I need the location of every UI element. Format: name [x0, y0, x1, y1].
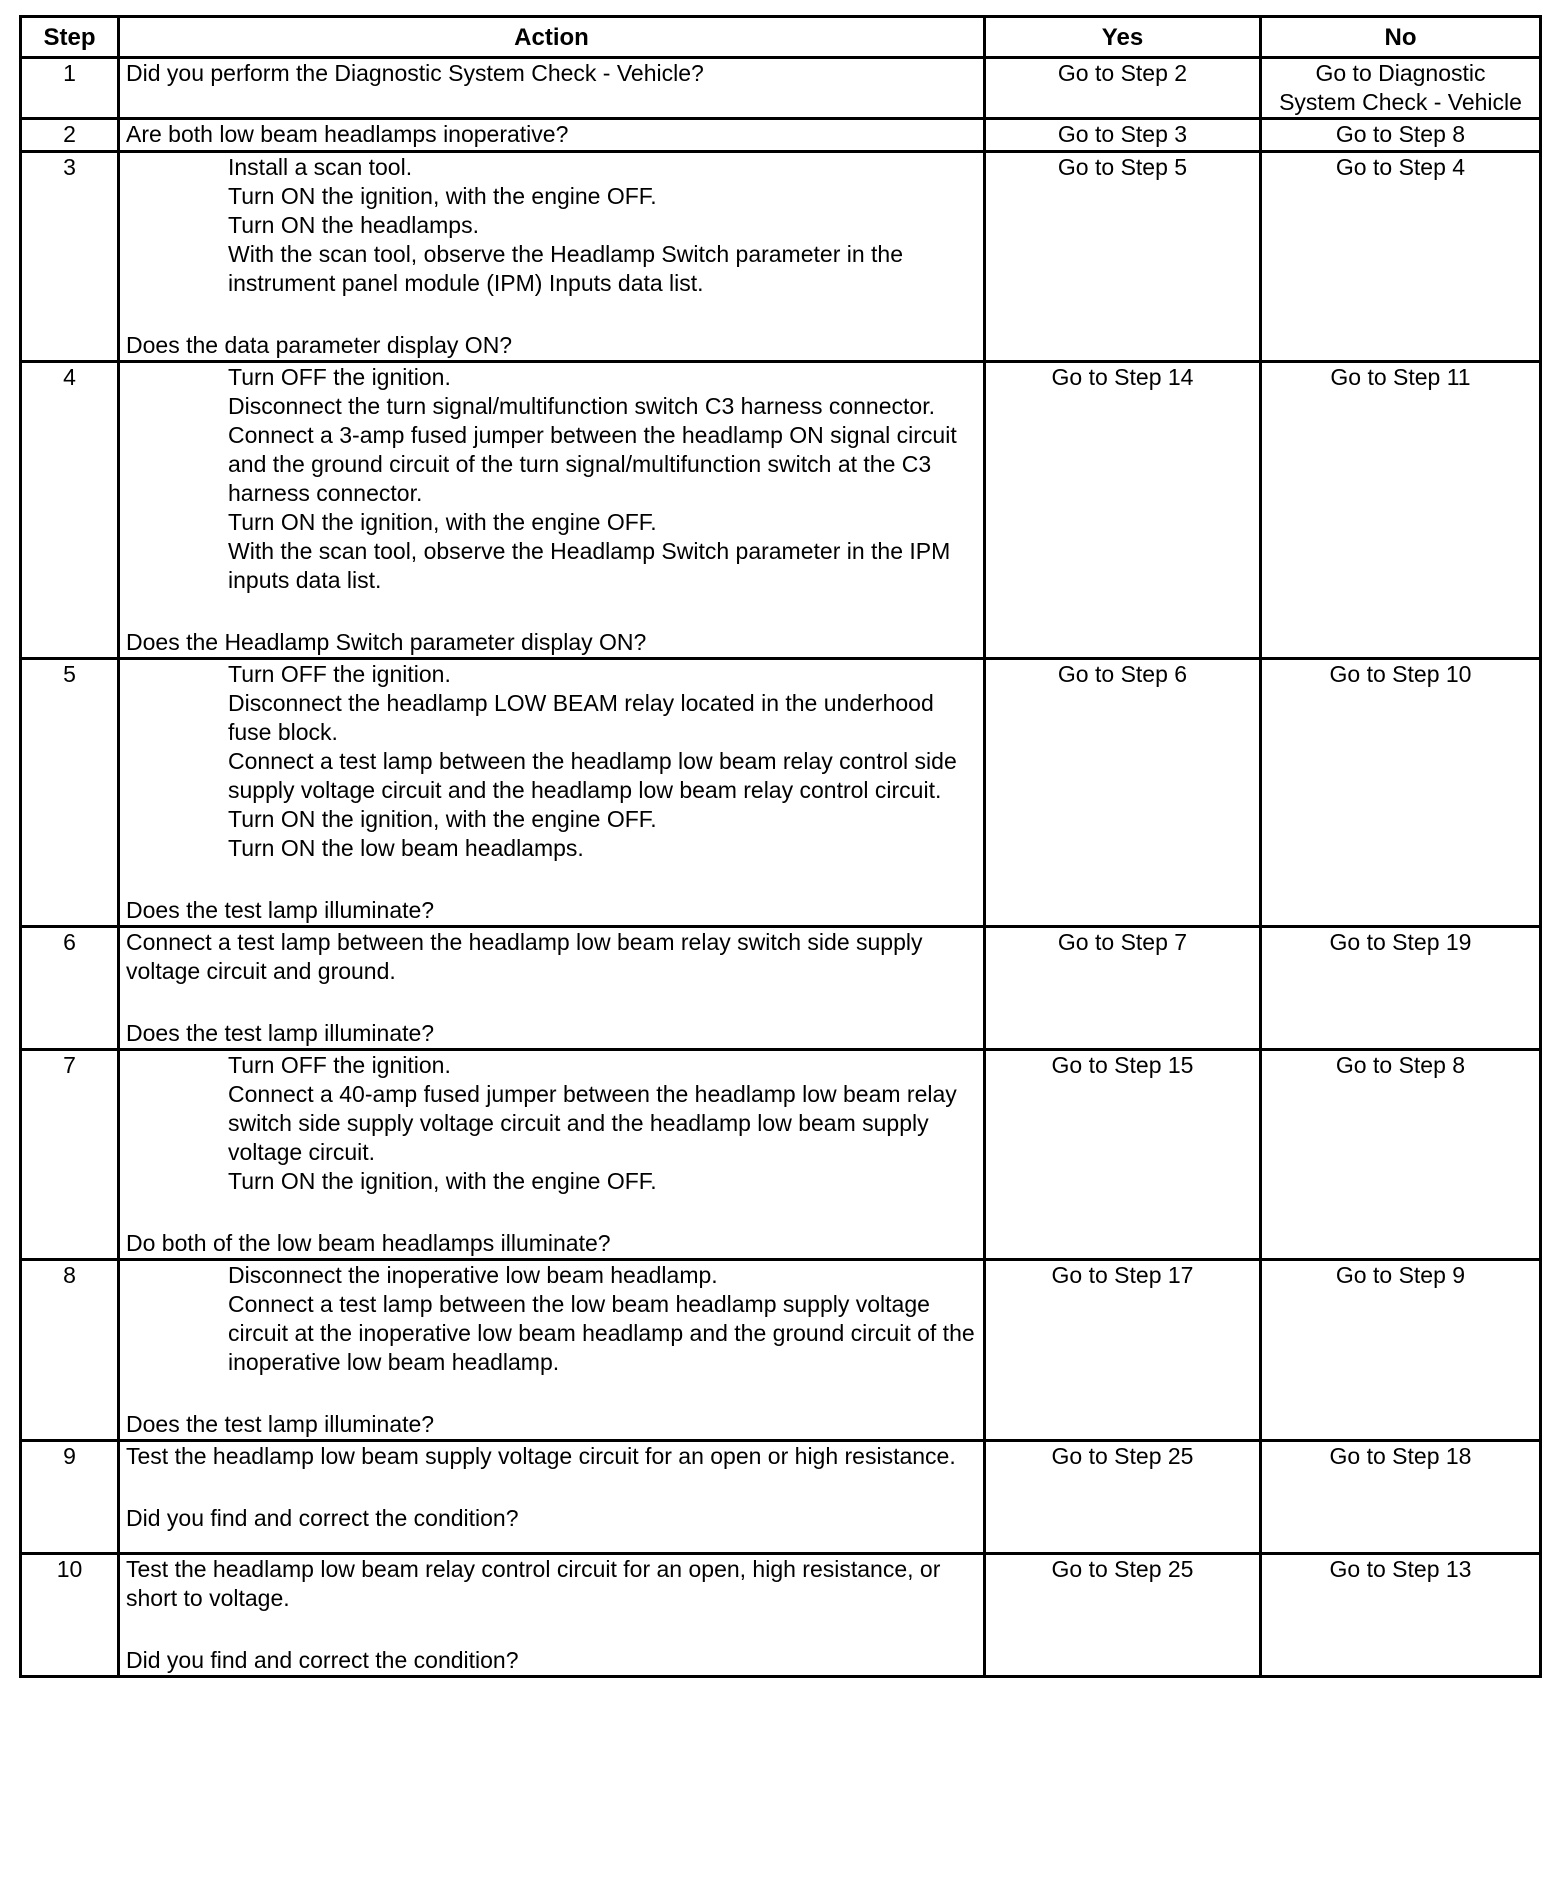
instruction-item: Connect a 3-amp fused jumper between the headlamp ON signal circuit and the ground circuit of the turn signal/multifunction switch at the C3 harness connector.: [228, 422, 957, 506]
step-number: 7: [21, 1050, 119, 1260]
instruction-list: [126, 363, 977, 595]
action-question: Are both low beam headlamps inoperative?: [126, 121, 569, 147]
no-result-text: Go to Step 11: [1330, 364, 1471, 390]
header-yes: Yes: [985, 17, 1261, 58]
no-result-text: Go to Step 10: [1329, 661, 1472, 687]
no-result: [1261, 927, 1541, 1050]
action-question: Did you perform the Diagnostic System Check - Vehicle?: [126, 60, 704, 86]
instruction-item: With the scan tool, observe the Headlamp Switch parameter in the IPM inputs data list.: [228, 538, 951, 593]
no-result: [1261, 1260, 1541, 1441]
instruction-item: Disconnect the headlamp LOW BEAM relay located in the underhood fuse block.: [228, 690, 934, 745]
action-cell: [119, 152, 985, 362]
action-cell: [119, 659, 985, 927]
action-question: Does the Headlamp Switch parameter display ON?: [126, 629, 647, 655]
table-row: [21, 659, 1541, 927]
step-number: 10: [21, 1554, 119, 1677]
header-no: No: [1261, 17, 1541, 58]
action-question: Does the test lamp illuminate?: [126, 1411, 435, 1437]
instruction-item: Turn ON the headlamps.: [228, 212, 479, 238]
no-result-text: Go to Step 9: [1335, 1262, 1466, 1288]
no-result: [1261, 659, 1541, 927]
action-question: Does the test lamp illuminate?: [126, 897, 435, 923]
yes-result: Go to Step 17: [985, 1260, 1261, 1441]
table-row: [21, 58, 1541, 119]
instruction-list: [126, 1051, 977, 1196]
action-cell: [119, 927, 985, 1050]
table-row: [21, 152, 1541, 362]
yes-result: Go to Step 25: [985, 1554, 1261, 1677]
diagnostic-table: [19, 15, 1542, 1678]
action-cell: [119, 1554, 985, 1677]
action-text: Test the headlamp low beam relay control circuit for an open, high resistance, or short to voltage.: [126, 1556, 941, 1611]
instruction-item: Turn ON the ignition, with the engine OFF.: [228, 1168, 657, 1194]
spacer: [126, 298, 977, 331]
no-result-text: Go to Step 8: [1335, 121, 1466, 147]
table-row: [21, 362, 1541, 659]
no-result: [1261, 362, 1541, 659]
instruction-item: Turn ON the ignition, with the engine OFF.: [228, 806, 657, 832]
action-cell: [119, 119, 985, 152]
spacer: [126, 1377, 977, 1410]
action-cell: [119, 362, 985, 659]
instruction-list: [126, 660, 977, 863]
action-cell: [119, 1050, 985, 1260]
no-result-text: Go to Step 19: [1329, 929, 1472, 955]
spacer: [126, 1471, 977, 1504]
instruction-item: Turn OFF the ignition.: [228, 661, 451, 687]
instruction-item: Turn OFF the ignition.: [228, 364, 451, 390]
instruction-item: Turn ON the ignition, with the engine OFF.: [228, 183, 657, 209]
action-question: Does the test lamp illuminate?: [126, 1020, 435, 1046]
header-step: Step: [21, 17, 119, 58]
table-row: [21, 927, 1541, 1050]
no-result: [1261, 1554, 1541, 1677]
spacer: [126, 595, 977, 628]
no-result: [1261, 152, 1541, 362]
step-number: 6: [21, 927, 119, 1050]
action-cell: [119, 58, 985, 119]
table-row: [21, 1260, 1541, 1441]
instruction-item: With the scan tool, observe the Headlamp Switch parameter in the instrument panel module (IPM) Inputs data list.: [228, 241, 904, 296]
spacer: [126, 1613, 977, 1646]
step-number: 3: [21, 152, 119, 362]
yes-result: Go to Step 7: [985, 927, 1261, 1050]
table-row: [21, 1050, 1541, 1260]
no-result: [1261, 58, 1541, 119]
yes-result: Go to Step 5: [985, 152, 1261, 362]
yes-result: Go to Step 3: [985, 119, 1261, 152]
action-cell: [119, 1441, 985, 1554]
no-result-text: Go to Step 8: [1335, 1052, 1466, 1078]
no-result: [1261, 1441, 1541, 1554]
instruction-item: Connect a test lamp between the headlamp low beam relay control side supply voltage circuit and the headlamp low beam relay control circuit.: [228, 748, 957, 803]
instruction-item: Connect a 40-amp fused jumper between the headlamp low beam relay switch side supply voltage circuit and the headlamp low beam supply voltage circuit.: [228, 1081, 957, 1165]
step-number: 8: [21, 1260, 119, 1441]
header-action: Action: [119, 17, 985, 58]
diagnostic-table-container: [19, 15, 1539, 1678]
spacer: [126, 863, 977, 896]
yes-result: Go to Step 15: [985, 1050, 1261, 1260]
action-cell: [119, 1260, 985, 1441]
step-number: 2: [21, 119, 119, 152]
instruction-list: [126, 153, 977, 298]
step-number: 9: [21, 1441, 119, 1554]
table-header-row: [21, 17, 1541, 58]
table-row: [21, 1441, 1541, 1554]
step-number: 1: [21, 58, 119, 119]
no-result-text: Go to Step 18: [1329, 1443, 1472, 1469]
action-question: Do both of the low beam headlamps illuminate?: [126, 1230, 611, 1256]
instruction-list: [126, 1261, 977, 1377]
action-text: Test the headlamp low beam supply voltage circuit for an open or high resistance.: [126, 1443, 956, 1469]
instruction-item: Disconnect the inoperative low beam headlamp.: [228, 1262, 718, 1288]
action-question: Did you find and correct the condition?: [126, 1505, 519, 1531]
no-result-line: Go to Diagnostic: [1315, 60, 1486, 86]
step-number: 5: [21, 659, 119, 927]
yes-result: Go to Step 2: [985, 58, 1261, 119]
no-result: [1261, 119, 1541, 152]
action-question: Did you find and correct the condition?: [126, 1647, 519, 1673]
action-question: Does the data parameter display ON?: [126, 332, 513, 358]
table-row: [21, 1554, 1541, 1677]
table-body: [21, 58, 1541, 1677]
instruction-item: Turn OFF the ignition.: [228, 1052, 451, 1078]
yes-result: Go to Step 6: [985, 659, 1261, 927]
no-result-text: Go to Step 4: [1335, 154, 1466, 180]
yes-result: Go to Step 25: [985, 1441, 1261, 1554]
instruction-item: Disconnect the turn signal/multifunction switch C3 harness connector.: [228, 393, 935, 419]
instruction-item: Turn ON the ignition, with the engine OFF.: [228, 509, 657, 535]
spacer: [126, 986, 977, 1019]
instruction-item: Connect a test lamp between the low beam headlamp supply voltage circuit at the inoperative low beam headlamp and the ground circuit of the inoperative low beam headlamp.: [228, 1291, 975, 1375]
spacer: [126, 1196, 977, 1229]
yes-result: Go to Step 14: [985, 362, 1261, 659]
no-result-line: System Check - Vehicle: [1279, 89, 1522, 115]
instruction-item: Turn ON the low beam headlamps.: [228, 835, 584, 861]
action-text: Connect a test lamp between the headlamp low beam relay switch side supply voltage circuit and ground.: [126, 929, 923, 984]
no-result: [1261, 1050, 1541, 1260]
table-row: [21, 119, 1541, 152]
instruction-item: Install a scan tool.: [228, 154, 413, 180]
step-number: 4: [21, 362, 119, 659]
no-result-text: Go to Step 13: [1329, 1556, 1472, 1582]
